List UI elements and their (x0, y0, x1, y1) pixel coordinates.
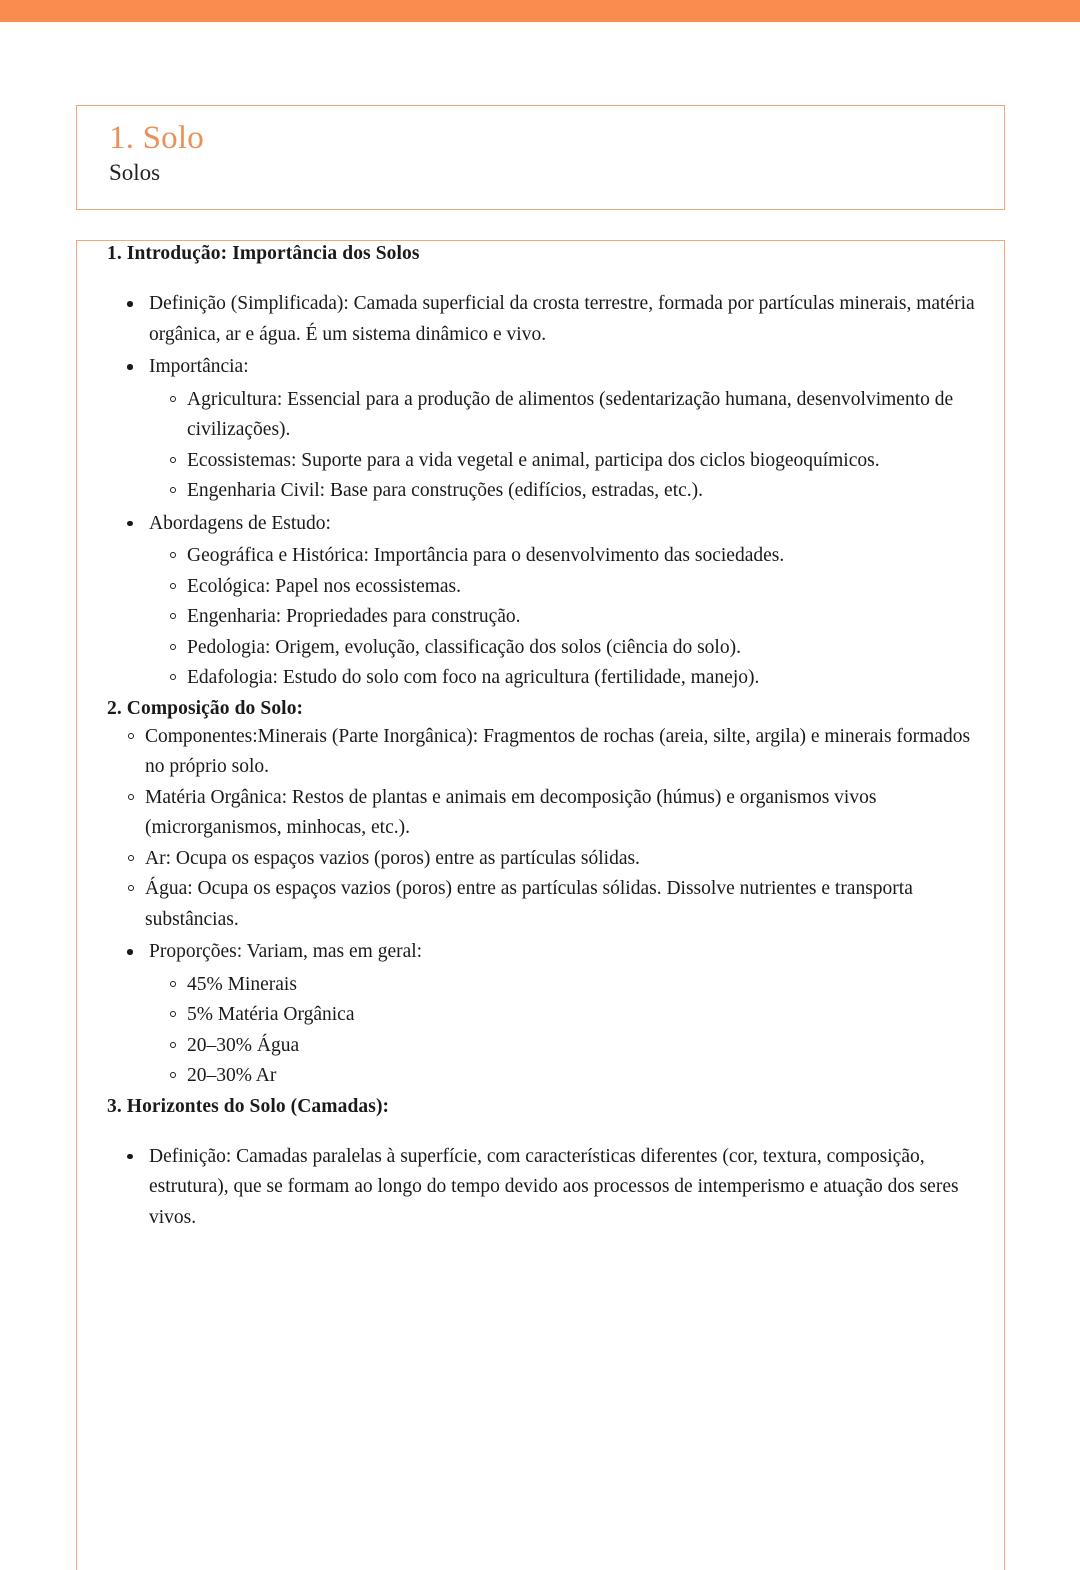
section-heading-3: 3. Horizontes do Solo (Camadas): (107, 1095, 390, 1117)
list-item-text: Agricultura: Essencial para a produção de alimentos (sedentarização humana, desenvolvimento de civilizações). (187, 388, 954, 440)
sublist (149, 970, 987, 1092)
list-item-text: 45% Minerais (187, 973, 297, 995)
bullet-disc-icon (127, 1154, 133, 1160)
sublist (149, 385, 987, 507)
section-heading-2: 2. Composição do Solo: (107, 697, 304, 719)
document-content-card (76, 240, 1005, 1570)
bullet-circle-icon (170, 487, 176, 493)
bullet-disc-icon (127, 301, 133, 307)
bullet-disc-icon (127, 521, 133, 527)
list-item (107, 783, 987, 844)
list-item-text: 20–30% Água (187, 1034, 300, 1056)
sublist (149, 541, 987, 694)
list-item (149, 633, 987, 664)
top-accent-bar (0, 0, 1080, 22)
bullet-circle-icon (170, 1072, 176, 1078)
bullet-circle-icon (170, 981, 176, 987)
list-item-text: Edafologia: Estudo do solo com foco na agricultura (fertilidade, manejo). (187, 667, 760, 688)
bullet-circle-icon (170, 1042, 176, 1048)
list-item-text: Proporções: Variam, mas em geral: (149, 941, 423, 962)
bullet-circle-icon (170, 396, 176, 402)
list-item (107, 937, 987, 1092)
list-item (107, 1142, 987, 1234)
list-item-text: Engenharia Civil: Base para construções (edifícios, estradas, etc.). (187, 480, 704, 501)
list-item (107, 722, 987, 783)
bullet-circle-icon (128, 855, 134, 861)
list-item-text: Componentes:Minerais (Parte Inorgânica): Fragmentos de rochas (areia, silte, argila) e minerais formados no próprio solo. (145, 725, 971, 777)
list-item (149, 602, 987, 633)
list-item-text: Pedologia: Origem, evolução, classificação dos solos (ciência do solo). (187, 636, 741, 658)
list-item (149, 1000, 987, 1031)
bullet-disc-icon (127, 949, 133, 955)
list-item-text: Água: Ocupa os espaços vazios (poros) entre as partículas sólidas. Dissolve nutrientes e transporta substâncias. (145, 878, 913, 930)
list-item (107, 844, 987, 875)
bullet-circle-icon (170, 674, 176, 680)
bullet-circle-icon (170, 552, 176, 558)
list-item-text: 20–30% Ar (187, 1065, 277, 1086)
bullet-circle-icon (128, 794, 134, 800)
section-heading-1: 1. Introdução: Importância dos Solos (107, 243, 420, 264)
list-item-text: 5% Matéria Orgânica (187, 1004, 355, 1025)
top-accent-fade (0, 22, 1080, 28)
list-item-text: Engenharia: Propriedades para construção. (187, 606, 521, 627)
bullet-circle-icon (170, 583, 176, 589)
list-item-text: Ecológica: Papel nos ecossistemas. (187, 575, 462, 597)
list-item (149, 1031, 987, 1062)
bullet-disc-icon (127, 364, 133, 370)
list-item (107, 509, 987, 694)
list-item (149, 663, 987, 694)
list-item (149, 446, 987, 477)
section-3-list (107, 1142, 987, 1234)
bullet-circle-icon (170, 613, 176, 619)
list-item (107, 352, 987, 507)
list-item-text: Matéria Orgânica: Restos de plantas e animais em decomposição (húmus) e organismos vivos (microrganismos, minhocas, etc.). (145, 786, 877, 838)
document-body (107, 241, 987, 1235)
list-item-text: Geográfica e Histórica: Importância para o desenvolvimento das sociedades. (187, 545, 785, 566)
list-item (107, 289, 987, 350)
section-1-list (107, 289, 987, 694)
list-item-text: Definição (Simplificada): Camada superficial da crosta terrestre, formada por partículas minerais, matéria orgânica, ar e água. É um sistema dinâmico e vivo. (149, 293, 975, 345)
section-2-proportions-list (107, 937, 987, 1092)
page-subtitle: Solos (109, 160, 161, 185)
document-title-card (76, 105, 1005, 210)
list-item (149, 385, 987, 446)
bullet-circle-icon (170, 457, 176, 463)
list-item-text: Abordagens de Estudo: (149, 512, 331, 534)
list-item-text: Ar: Ocupa os espaços vazios (poros) entre as partículas sólidas. (145, 847, 640, 869)
section-2-components-list (107, 722, 987, 936)
list-item (107, 874, 987, 935)
list-item-text: Definição: Camadas paralelas à superfície, com características diferentes (cor, textura, composição, estrutura), que se formam ao longo do tempo devido aos processos de intemperismo e atuação dos seres vivos. (149, 1145, 959, 1228)
page-title: 1. Solo (109, 120, 204, 156)
bullet-circle-icon (170, 644, 176, 650)
list-item (149, 970, 987, 1001)
list-item (149, 1061, 987, 1092)
bullet-circle-icon (128, 733, 134, 739)
bullet-circle-icon (170, 1011, 176, 1017)
bullet-circle-icon (128, 885, 134, 891)
list-item (149, 541, 987, 572)
list-item-text: Importância: (149, 356, 249, 377)
list-item-text: Ecossistemas: Suporte para a vida vegetal e animal, participa dos ciclos biogeoquímicos. (187, 449, 880, 471)
list-item (149, 572, 987, 603)
list-item (149, 476, 987, 507)
